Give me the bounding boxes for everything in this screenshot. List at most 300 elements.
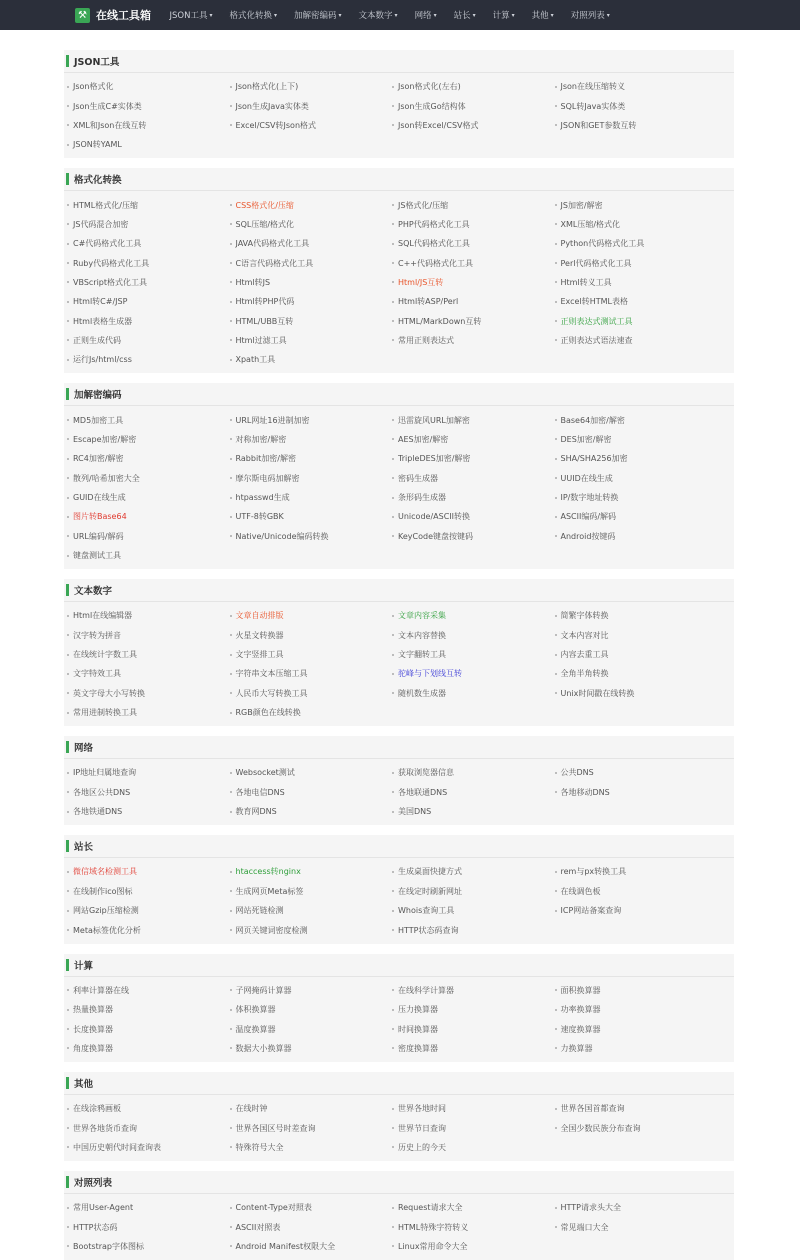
tool-link[interactable] [67, 116, 230, 135]
bullet-dot-icon [230, 1146, 232, 1148]
tool-link[interactable] [555, 292, 718, 311]
tool-link-label: 在线时钟 [235, 1104, 268, 1114]
tool-link[interactable] [67, 1217, 230, 1236]
tool-link-label: Python代码格式化工具 [560, 239, 645, 249]
tool-link[interactable] [67, 1237, 230, 1256]
tool-link-label: MD5加密工具 [73, 415, 124, 425]
bullet-dot-icon [392, 1047, 394, 1049]
section-header [64, 168, 734, 191]
tool-link[interactable] [67, 527, 230, 546]
nav-item[interactable] [445, 0, 484, 30]
tool-link[interactable] [67, 449, 230, 468]
tool-link[interactable] [230, 1198, 393, 1217]
bullet-dot-icon [67, 223, 69, 225]
tool-link-grid [64, 1099, 734, 1157]
tool-link[interactable] [392, 684, 555, 703]
tool-link[interactable] [67, 920, 230, 939]
tool-link[interactable] [555, 606, 718, 625]
tool-link[interactable] [230, 645, 393, 664]
tool-link-label: 获取浏览器信息 [398, 768, 454, 778]
tool-link[interactable] [67, 1039, 230, 1058]
tool-link[interactable] [392, 1217, 555, 1236]
tool-link-label: 随机数生成器 [398, 688, 446, 698]
tool-link[interactable] [555, 901, 718, 920]
tool-link-label: IP地址归属地查询 [73, 768, 137, 778]
tool-link[interactable] [555, 527, 718, 546]
tool-section [64, 579, 734, 726]
tool-link-label: JSON转YAML [73, 140, 122, 150]
tool-link[interactable] [555, 469, 718, 488]
bullet-dot-icon [230, 105, 232, 107]
tool-link[interactable] [555, 1000, 718, 1019]
bullet-dot-icon [230, 419, 232, 421]
bullet-dot-icon [230, 1226, 232, 1228]
tool-link[interactable] [67, 410, 230, 429]
tool-link-label: Base64加密/解密 [560, 415, 625, 425]
tool-link[interactable] [67, 882, 230, 901]
bullet-dot-icon [230, 791, 232, 793]
tool-link-label: 生成桌面快捷方式 [398, 867, 462, 877]
bullet-dot-icon [230, 1009, 232, 1011]
tool-link-label: 常用User-Agent [73, 1203, 134, 1213]
bullet-dot-icon [392, 1207, 394, 1209]
tool-link-label: 文字翻转工具 [398, 650, 446, 660]
tool-link[interactable] [555, 684, 718, 703]
bullet-dot-icon [67, 871, 69, 873]
tool-link[interactable] [67, 645, 230, 664]
tool-link[interactable] [555, 195, 718, 214]
tool-link[interactable] [555, 1019, 718, 1038]
bullet-dot-icon [230, 692, 232, 694]
section-title: 文本数字 [74, 586, 113, 598]
tool-link[interactable] [555, 430, 718, 449]
nav-item[interactable] [484, 0, 523, 30]
tool-link[interactable] [67, 606, 230, 625]
tool-link[interactable] [230, 234, 393, 253]
tool-link[interactable] [230, 1237, 393, 1256]
bullet-dot-icon [392, 320, 394, 322]
tool-link[interactable] [555, 626, 718, 645]
tool-link[interactable] [230, 311, 393, 330]
tool-link[interactable] [67, 507, 230, 526]
bullet-dot-icon [555, 615, 557, 617]
tool-link[interactable] [67, 292, 230, 311]
tool-link[interactable] [230, 1099, 393, 1118]
tool-link[interactable] [230, 862, 393, 881]
tool-link-label: 热量换算器 [73, 1005, 113, 1015]
tool-link[interactable] [230, 1039, 393, 1058]
tool-link-label: 火星文转换器 [235, 630, 284, 640]
tool-link[interactable] [230, 981, 393, 1000]
tool-link-label: 生成网页Meta标签 [235, 886, 304, 896]
tool-link[interactable] [392, 1198, 555, 1217]
tool-link-label: JS格式化/压缩 [398, 200, 449, 210]
tool-link[interactable] [67, 135, 230, 154]
tool-link[interactable] [392, 469, 555, 488]
tool-link-label: Html转PHP代码 [235, 297, 295, 307]
tool-link-label: AES加密/解密 [398, 434, 449, 444]
tool-link-label: 各地铁通DNS [73, 807, 123, 817]
tool-link[interactable] [230, 920, 393, 939]
bullet-dot-icon [230, 712, 232, 714]
bullet-dot-icon [392, 516, 394, 518]
tool-link[interactable] [392, 1099, 555, 1118]
bullet-dot-icon [67, 419, 69, 421]
tool-link[interactable] [67, 273, 230, 292]
tool-link-label: 子网掩码计算器 [235, 985, 292, 995]
tool-link[interactable] [555, 1198, 718, 1217]
tool-link[interactable] [555, 783, 718, 802]
bullet-dot-icon [67, 1207, 69, 1209]
tool-link-label: 密度换算器 [398, 1043, 438, 1053]
tool-link[interactable] [67, 195, 230, 214]
tool-link[interactable] [230, 430, 393, 449]
tool-link[interactable] [230, 469, 393, 488]
tool-link[interactable] [392, 77, 555, 96]
tool-link[interactable] [392, 449, 555, 468]
tool-link-label: 世界各地货币查询 [73, 1123, 137, 1133]
tool-link[interactable] [67, 626, 230, 645]
tool-link[interactable] [67, 763, 230, 782]
tool-link[interactable] [392, 234, 555, 253]
tool-section [64, 954, 734, 1062]
tool-link[interactable] [230, 802, 393, 821]
tool-link[interactable] [555, 410, 718, 429]
tool-link[interactable] [555, 116, 718, 135]
tool-link[interactable] [67, 981, 230, 1000]
bullet-dot-icon [67, 555, 69, 557]
bullet-dot-icon [67, 105, 69, 107]
tool-link[interactable] [392, 920, 555, 939]
tool-link[interactable] [392, 273, 555, 292]
tool-link[interactable] [555, 273, 718, 292]
bullet-dot-icon [230, 497, 232, 499]
tool-link-label: C++代码格式化工具 [398, 258, 473, 268]
tool-link[interactable] [67, 664, 230, 683]
tool-link-label: 在线涂鸦画板 [73, 1104, 121, 1114]
tool-link[interactable] [392, 253, 555, 272]
tool-link[interactable] [392, 527, 555, 546]
tool-link[interactable] [392, 116, 555, 135]
bullet-dot-icon [67, 320, 69, 322]
tool-link[interactable] [392, 96, 555, 115]
tool-link[interactable] [392, 882, 555, 901]
tool-link[interactable] [230, 1118, 393, 1137]
tool-link-label: HTTP请求头大全 [560, 1203, 621, 1213]
tool-link[interactable] [392, 1138, 555, 1157]
bullet-dot-icon [392, 1028, 394, 1030]
tool-link[interactable] [67, 802, 230, 821]
tool-section [64, 1072, 734, 1161]
tool-link[interactable] [230, 763, 393, 782]
tool-link[interactable] [392, 215, 555, 234]
tool-link[interactable] [392, 901, 555, 920]
tool-link[interactable] [230, 292, 393, 311]
tool-link[interactable] [230, 606, 393, 625]
tool-link[interactable] [230, 1138, 393, 1157]
tool-link-label: 体积换算器 [235, 1005, 276, 1015]
tool-link-label: Html表格生成器 [73, 316, 133, 326]
tool-link[interactable] [555, 981, 718, 1000]
tool-link-label: KeyCode键盘按键码 [398, 531, 473, 541]
tool-link[interactable] [230, 626, 393, 645]
bullet-dot-icon [67, 497, 69, 499]
tool-link[interactable] [555, 645, 718, 664]
bullet-dot-icon [555, 419, 557, 421]
tool-link-label: HTTP状态码查询 [398, 925, 459, 935]
chevron-down-icon: ▾ [511, 11, 515, 19]
bullet-dot-icon [230, 654, 232, 656]
tool-link[interactable] [392, 195, 555, 214]
nav-item-label: 其他 [531, 11, 549, 21]
tool-link[interactable] [230, 449, 393, 468]
tool-link[interactable] [555, 449, 718, 468]
tool-section [64, 383, 734, 569]
tool-link[interactable] [67, 331, 230, 350]
tool-link[interactable] [392, 802, 555, 821]
tool-link[interactable] [555, 77, 718, 96]
tool-link-label: 世界各国区号时差查询 [235, 1123, 316, 1133]
nav-item[interactable] [562, 0, 618, 30]
bullet-dot-icon [392, 1009, 394, 1011]
section-accent-bar [66, 1176, 69, 1188]
tool-link-label: Websocket测试 [235, 768, 295, 778]
tool-link[interactable] [67, 430, 230, 449]
bullet-dot-icon [392, 989, 394, 991]
brand[interactable] [75, 7, 151, 23]
tool-link[interactable] [392, 862, 555, 881]
tool-link[interactable] [392, 664, 555, 683]
bullet-dot-icon [392, 673, 394, 675]
tool-link-label: Html在线编辑器 [73, 611, 133, 621]
tool-link-label: 数据大小换算器 [235, 1043, 292, 1053]
tool-link[interactable] [392, 410, 555, 429]
tool-link[interactable] [555, 763, 718, 782]
tool-link-label: 微信域名检测工具 [73, 867, 137, 877]
bullet-dot-icon [392, 654, 394, 656]
tool-link[interactable] [67, 215, 230, 234]
bullet-dot-icon [392, 634, 394, 636]
tool-link-label: 温度换算器 [235, 1024, 276, 1034]
tool-link-label: URL网址16进制加密 [235, 415, 310, 425]
tool-link-label: 图片转Base64 [73, 512, 127, 522]
section-accent-bar [66, 840, 69, 852]
tool-link-grid [64, 77, 734, 154]
tool-link[interactable] [555, 488, 718, 507]
tool-link[interactable] [67, 77, 230, 96]
tool-link[interactable] [67, 862, 230, 881]
tool-link-label: Xpath工具 [235, 355, 276, 365]
bullet-dot-icon [392, 1146, 394, 1148]
tool-link[interactable] [392, 507, 555, 526]
tool-link-label: 人民币大写转换工具 [235, 688, 308, 698]
tool-link[interactable] [555, 1099, 718, 1118]
tool-link[interactable] [230, 507, 393, 526]
tool-link[interactable] [230, 703, 393, 722]
section-accent-bar [66, 173, 69, 185]
tool-link[interactable] [230, 901, 393, 920]
bullet-dot-icon [555, 989, 557, 991]
tool-link[interactable] [230, 253, 393, 272]
tool-link[interactable] [392, 981, 555, 1000]
tool-link-label: 常用正则表达式 [398, 335, 454, 345]
tool-link[interactable] [392, 1237, 555, 1256]
tool-link[interactable] [67, 469, 230, 488]
tool-link[interactable] [230, 527, 393, 546]
tool-link[interactable] [67, 1138, 230, 1157]
tool-link[interactable] [230, 488, 393, 507]
tool-link-label: 摩尔斯电码加解密 [235, 473, 300, 483]
tool-link[interactable] [230, 273, 393, 292]
tool-link-label: 力换算器 [560, 1043, 593, 1053]
tool-link[interactable] [230, 350, 393, 369]
tool-link[interactable] [555, 96, 718, 115]
tool-link-label: 各地联通DNS [398, 787, 448, 797]
bullet-dot-icon [392, 890, 394, 892]
tool-link[interactable] [67, 703, 230, 722]
tool-link-label: Request请求大全 [398, 1203, 463, 1213]
tool-link[interactable] [555, 1217, 718, 1236]
tool-section [64, 50, 734, 158]
tool-link-label: Excel/CSV转Json格式 [235, 120, 317, 130]
tool-link[interactable] [67, 311, 230, 330]
tool-link-label: Linux常用命令大全 [398, 1241, 468, 1251]
tool-link[interactable] [67, 253, 230, 272]
tool-link[interactable] [67, 783, 230, 802]
tool-link-label: JAVA代码格式化工具 [235, 239, 310, 249]
bullet-dot-icon [67, 281, 69, 283]
tool-link[interactable] [392, 311, 555, 330]
tool-link[interactable] [555, 331, 718, 350]
tool-link[interactable] [392, 1019, 555, 1038]
tool-link[interactable] [230, 664, 393, 683]
bullet-dot-icon [392, 223, 394, 225]
tool-link[interactable] [67, 1099, 230, 1118]
chevron-down-icon: ▾ [273, 11, 277, 19]
tool-link[interactable] [555, 664, 718, 683]
tool-link[interactable] [230, 1000, 393, 1019]
tool-link[interactable] [392, 626, 555, 645]
bullet-dot-icon [555, 262, 557, 264]
tool-link[interactable] [67, 1000, 230, 1019]
nav-item[interactable] [350, 0, 406, 30]
tool-link[interactable] [67, 1198, 230, 1217]
tool-link[interactable] [67, 96, 230, 115]
bullet-dot-icon [67, 1028, 69, 1030]
tool-link[interactable] [555, 215, 718, 234]
tool-link[interactable] [392, 292, 555, 311]
section-header [64, 579, 734, 602]
tool-link[interactable] [392, 331, 555, 350]
tool-link[interactable] [555, 1039, 718, 1058]
tool-link[interactable] [67, 546, 230, 565]
section-title: 格式化转换 [74, 175, 122, 187]
tool-link-label: Html转义工具 [560, 277, 612, 287]
tool-link[interactable] [67, 488, 230, 507]
tool-link[interactable] [555, 862, 718, 881]
tool-link-label: C语言代码格式化工具 [235, 258, 314, 268]
bullet-dot-icon [392, 105, 394, 107]
bullet-dot-icon [230, 890, 232, 892]
nav-item[interactable] [406, 0, 445, 30]
tool-link-label: SQL转Java实体类 [560, 101, 626, 111]
tool-link[interactable] [230, 116, 393, 135]
nav-item[interactable] [221, 0, 286, 30]
bullet-dot-icon [392, 1108, 394, 1110]
tool-link[interactable] [230, 783, 393, 802]
tool-link[interactable] [392, 1118, 555, 1137]
tool-link[interactable] [392, 783, 555, 802]
tool-link-label: 各地区公共DNS [73, 787, 131, 797]
nav-item[interactable] [286, 0, 351, 30]
tool-link[interactable] [67, 234, 230, 253]
bullet-dot-icon [230, 1047, 232, 1049]
tool-link[interactable] [67, 1019, 230, 1038]
tool-link[interactable] [555, 882, 718, 901]
tool-link-label: 美国DNS [398, 807, 432, 817]
tool-link[interactable] [67, 1118, 230, 1137]
tool-link[interactable] [555, 253, 718, 272]
bullet-dot-icon [67, 1108, 69, 1110]
nav-item[interactable] [523, 0, 562, 30]
tool-link[interactable] [67, 350, 230, 369]
tool-link[interactable] [230, 331, 393, 350]
section-header [64, 383, 734, 406]
section-title: 计算 [74, 960, 94, 972]
tool-section [64, 736, 734, 825]
tool-link[interactable] [230, 96, 393, 115]
tool-link[interactable] [230, 215, 393, 234]
tool-link-label: HTML特殊字符转义 [398, 1222, 469, 1232]
bullet-dot-icon [555, 204, 557, 206]
nav-item[interactable] [161, 0, 221, 30]
tool-section [64, 168, 734, 373]
tool-link[interactable] [67, 901, 230, 920]
tool-link-label: C#代码格式化工具 [73, 239, 142, 249]
tool-link-label: UUID在线生成 [560, 473, 613, 483]
tool-link[interactable] [230, 1217, 393, 1236]
tool-link[interactable] [392, 763, 555, 782]
tool-link[interactable] [392, 645, 555, 664]
bullet-dot-icon [555, 516, 557, 518]
bullet-dot-icon [67, 1127, 69, 1129]
tool-link[interactable] [230, 410, 393, 429]
tool-link[interactable] [392, 430, 555, 449]
section-accent-bar [66, 55, 69, 67]
tool-link-label: Json生成Go结构体 [398, 101, 466, 111]
tool-link[interactable] [555, 234, 718, 253]
tool-link[interactable] [230, 77, 393, 96]
tool-link[interactable] [67, 684, 230, 703]
bullet-dot-icon [230, 477, 232, 479]
bullet-dot-icon [67, 124, 69, 126]
tool-link[interactable] [392, 488, 555, 507]
tool-link[interactable] [230, 684, 393, 703]
tool-link[interactable] [392, 1039, 555, 1058]
tool-link[interactable] [392, 1000, 555, 1019]
tool-link-label: Unix时间戳在线转换 [560, 688, 635, 698]
bullet-dot-icon [230, 1028, 232, 1030]
tool-link-label: Perl代码格式化工具 [560, 258, 632, 268]
tool-link[interactable] [392, 606, 555, 625]
tool-link-label: 字符串文本压缩工具 [235, 669, 308, 679]
tool-link[interactable] [230, 882, 393, 901]
tool-link[interactable] [555, 1118, 718, 1137]
tool-link[interactable] [555, 311, 718, 330]
tool-link[interactable] [230, 195, 393, 214]
tool-link[interactable] [555, 507, 718, 526]
tool-link[interactable] [230, 1019, 393, 1038]
